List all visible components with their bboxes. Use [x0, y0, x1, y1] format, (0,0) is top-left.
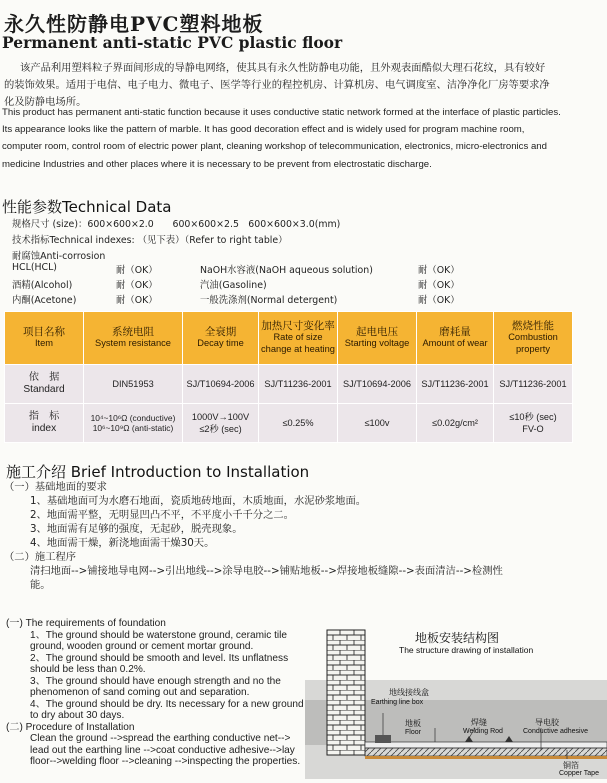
- table-cell: ≤100v: [338, 404, 417, 443]
- installation-cn-line: 4、地面需干燥，新浇地面需干燥30天。: [30, 537, 215, 549]
- table-cell: SJ/T11236-2001: [417, 365, 494, 404]
- installation-en-line: floor-->welding floor -->cleaning -->inspecting the properties.: [30, 756, 301, 767]
- corrosion-item-value: 耐（OK）: [116, 265, 158, 276]
- technical-data-heading: 性能参数Technical Data: [2, 198, 172, 216]
- page-title-cn: 永久性防静电PVC塑料地板: [4, 12, 264, 36]
- diagram-label-en: Floor: [405, 729, 421, 736]
- corrosion-item-name: HCL(HCL): [12, 262, 57, 273]
- installation-en-line: (一) The requirements of foundation: [6, 618, 166, 629]
- table-header-cell: 燃烧性能 Combustion property: [494, 312, 573, 365]
- installation-cn-line: 1、基础地面可为水磨石地面，瓷质地砖地面，木质地面，水泥砂浆地面。: [30, 495, 367, 507]
- diagram-title-en: The structure drawing of installation: [399, 645, 534, 655]
- diagram-label-cn: 焊缝: [471, 718, 487, 727]
- diagram-label-en: Earthing line box: [371, 699, 424, 706]
- installation-cn-line: 清扫地面-->铺接地导电网-->引出地线-->涂导电胶-->铺贴地板-->焊接地板缝隙-->表面清洁-->检测性: [30, 565, 503, 577]
- diagram-label-en: Copper Tape: [559, 770, 599, 777]
- diagram-label-cn: 导电胶: [535, 718, 559, 727]
- installation-cn-line: 2、地面需平整，无明显凹凸不平，不平度小千千分之二。: [30, 509, 294, 521]
- table-row-standard: [5, 365, 573, 404]
- installation-en-line: 2、The ground should be smooth and level. Its unflatness: [30, 653, 289, 664]
- anti-corrosion-heading: 耐腐蚀Anti-corrosion: [12, 251, 106, 262]
- table-cell: 10⁴~10⁶Ω (conductive) 10⁶~10⁹Ω (anti-static): [84, 404, 183, 443]
- table-cell: DIN51953: [84, 365, 183, 404]
- corrosion-item-value: 耐（OK）: [116, 280, 158, 291]
- table-header-cell: 全衰期 Decay time: [183, 312, 259, 365]
- diagram-label-cn: 地板: [405, 719, 421, 728]
- table-cell: 1000V→100V ≤2秒 (sec): [183, 404, 259, 443]
- corrosion-item-name: 内酮(Acetone): [12, 295, 77, 306]
- page-title-en: Permanent anti-static PVC plastic floor: [2, 33, 343, 52]
- corrosion-item-value: 耐（OK）: [116, 295, 158, 306]
- table-header-cell: 起电电压 Starting voltage: [338, 312, 417, 365]
- corrosion-item-name: NaOH水容液(NaOH aqueous solution): [200, 265, 373, 276]
- technical-indexes: 技术指标Technical indexes: （见下表）（Refer to right table）: [12, 235, 288, 246]
- intro-paragraph-en: This product has permanent anti-static function because it uses conductive static network formed at the interface of plastic particles. Its appearance looks like the pattern of marble. It has good decoration effect and is widely used for program machine room, computer room, control room of electric power plant, cleaning workshop of telecommunication, electronics, micro-electronics and medicine Industries and other places where it is necessary to be prevent from electrostatic discharge.: [2, 107, 561, 170]
- table-cell: SJ/T11236-2001: [259, 365, 338, 404]
- table-header-cell: 加热尺寸变化率 Rate of size change at heating: [259, 312, 338, 365]
- table-header-cell: 磨耗量 Amount of wear: [417, 312, 494, 365]
- table-header-row: [5, 312, 573, 365]
- installation-cn-line: （二）施工程序: [4, 551, 77, 563]
- installation-cn-line: 3、地面需有足够的强度，无起砂，脱壳现象。: [30, 523, 243, 535]
- installation-en-line: 1、The ground should be waterstone ground, ceramic tile: [30, 630, 287, 641]
- installation-cn-line: （一）基础地面的要求: [4, 481, 107, 493]
- installation-en-line: 3、The ground should have enough strength and no the: [30, 676, 281, 687]
- installation-heading: 施工介绍 Brief Introduction to Installation: [6, 463, 310, 481]
- table-cell: 依 据 Standard: [5, 365, 84, 404]
- installation-en-line: should be less than 0.2%.: [30, 664, 146, 675]
- table-header-cell: 系统电阻 System resistance: [84, 312, 183, 365]
- table-cell: SJ/T11236-2001: [494, 365, 573, 404]
- installation-en-line: to dry about 30 days.: [30, 710, 125, 721]
- intro-paragraph-cn: 该产品利用塑料粒子界面间形成的导静电网络，使其具有永久性防静电功能，且外观表面酷似大理石花纹，具有较好的装饰效果。适用于电信、电子电力、微电子、医学等行业的程控机房、计算机房、电气调度室、洁净净化厂房等要求净化及防静电场所。: [4, 62, 550, 108]
- table-cell: 指 标 index: [5, 404, 84, 443]
- installation-cn-line: 能。: [30, 579, 51, 591]
- installation-en-line: ground, wooden ground or cement mortar ground.: [30, 641, 254, 652]
- diagram-label-cn: 铜箔: [563, 761, 579, 770]
- diagram-title-cn: 地板安装结构图: [415, 631, 500, 645]
- corrosion-item-name: 汽油(Gasoline): [200, 280, 267, 291]
- corrosion-item-value: 耐（OK）: [418, 265, 460, 276]
- table-cell: SJ/T10694-2006: [183, 365, 259, 404]
- installation-en-line: (二) Procedure of Installation: [6, 722, 135, 733]
- diagram-label-en: Conductive adhesive: [523, 728, 588, 735]
- diagram-label-cn: 地线接线盒: [389, 688, 429, 697]
- table-row-index: [5, 404, 573, 443]
- corrosion-item-name: 酒精(Alcohol): [12, 280, 73, 291]
- table-cell: ≤0.25%: [259, 404, 338, 443]
- table-cell: ≤10秒 (sec) FV-O: [494, 404, 573, 443]
- installation-en-line: 4、The ground should be dry. Its necessary for a new ground: [30, 699, 304, 710]
- installation-structure-diagram: [305, 620, 607, 779]
- diagram-label-en: Welding Rod: [463, 728, 503, 735]
- corrosion-item-value: 耐（OK）: [418, 280, 460, 291]
- installation-en-line: Clean the ground -->spread the earthing conductive net-->: [30, 733, 291, 744]
- table-cell: ≤0.02g/cm²: [417, 404, 494, 443]
- table-header-cell: 项目名称 Item: [5, 312, 84, 365]
- technical-table: [4, 311, 573, 443]
- corrosion-item-value: 耐（OK）: [418, 295, 460, 306]
- table-cell: SJ/T10694-2006: [338, 365, 417, 404]
- installation-en-line: phenomenon of sand coming out and separation.: [30, 687, 250, 698]
- installation-en-line: lead out the earthing line -->coat conductive adhesive-->lay: [30, 745, 295, 756]
- size-spec: 规格尺寸 (size)：600×600×2.0 600×600×2.5 600×600×3.0(mm): [12, 219, 341, 230]
- corrosion-item-name: 一般洗涤剂(Normal detergent): [200, 295, 338, 306]
